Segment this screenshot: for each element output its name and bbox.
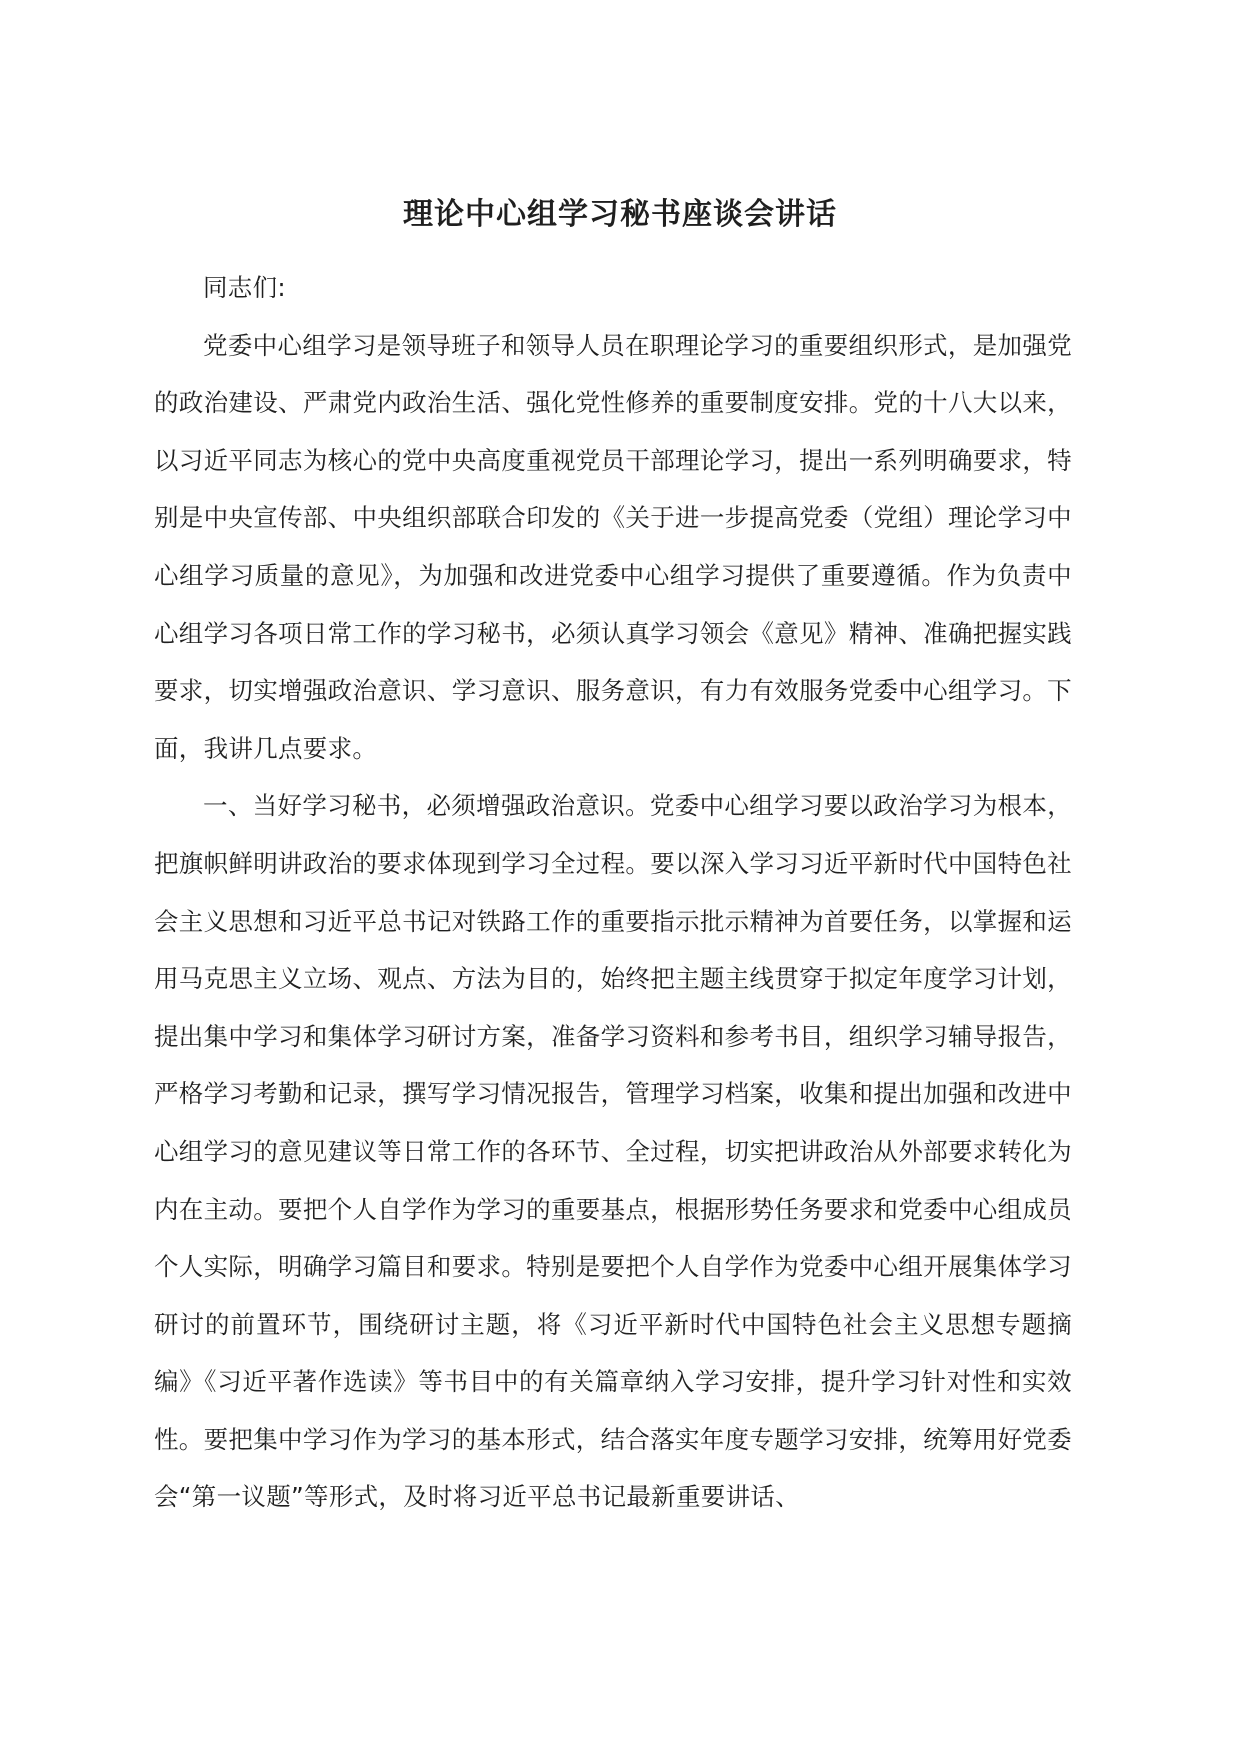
- body-paragraph: 一、当好学习秘书，必须增强政治意识。党委中心组学习要以政治学习为根本，把旗帜鲜明讲政治的要求体现到学习全过程。要以深入学习习近平新时代中国特色社会主义思想和习近平总书记对铁路工作的重要指示批示精神为首要任务，以掌握和运用马克思主义立场、观点、方法为目的，始终把主题主线贯穿于拟定年度学习计划，提出集中学习和集体学习研讨方案，准备学习资料和参考书目，组织学习辅导报告，严格学习考勤和记录，撰写学习情况报告，管理学习档案，收集和提出加强和改进中心组学习的意见建议等日常工作的各环节、全过程，切实把讲政治从外部要求转化为内在主动。要把个人自学作为学习的重要基点，根据形势任务要求和党委中心组成员个人实际，明确学习篇目和要求。特别是要把个人自学作为党委中心组开展集体学习研讨的前置环节，围绕研讨主题，将《习近平新时代中国特色社会主义思想专题摘编》《习近平著作选读》等书目中的有关篇章纳入学习安排，提升学习针对性和实效性。要把集中学习作为学习的基本形式，结合落实年度专题学习安排，统筹用好党委会“第一议题”等形式，及时将习近平总书记最新重要讲话、: [154, 791, 1072, 1512]
- salutation: 同志们:: [203, 273, 286, 302]
- document-title: 理论中心组学习秘书座谈会讲话: [403, 197, 837, 232]
- document-body: [154, 259, 1072, 1526]
- body-paragraph: 党委中心组学习是领导班子和领导人员在职理论学习的重要组织形式，是加强党的政治建设、严肃党内政治生活、强化党性修养的重要制度安排。党的十八大以来，以习近平同志为核心的党中央高度重视党员干部理论学习，提出一系列明确要求，特别是中央宣传部、中央组织部联合印发的《关于进一步提高党委（党组）理论学习中心组学习质量的意见》，为加强和改进党委中心组学习提供了重要遵循。作为负责中心组学习各项日常工作的学习秘书，必须认真学习领会《意见》精神、准确把握实践要求，切实增强政治意识、学习意识、服务意识，有力有效服务党委中心组学习。下面，我讲几点要求。: [154, 330, 1072, 763]
